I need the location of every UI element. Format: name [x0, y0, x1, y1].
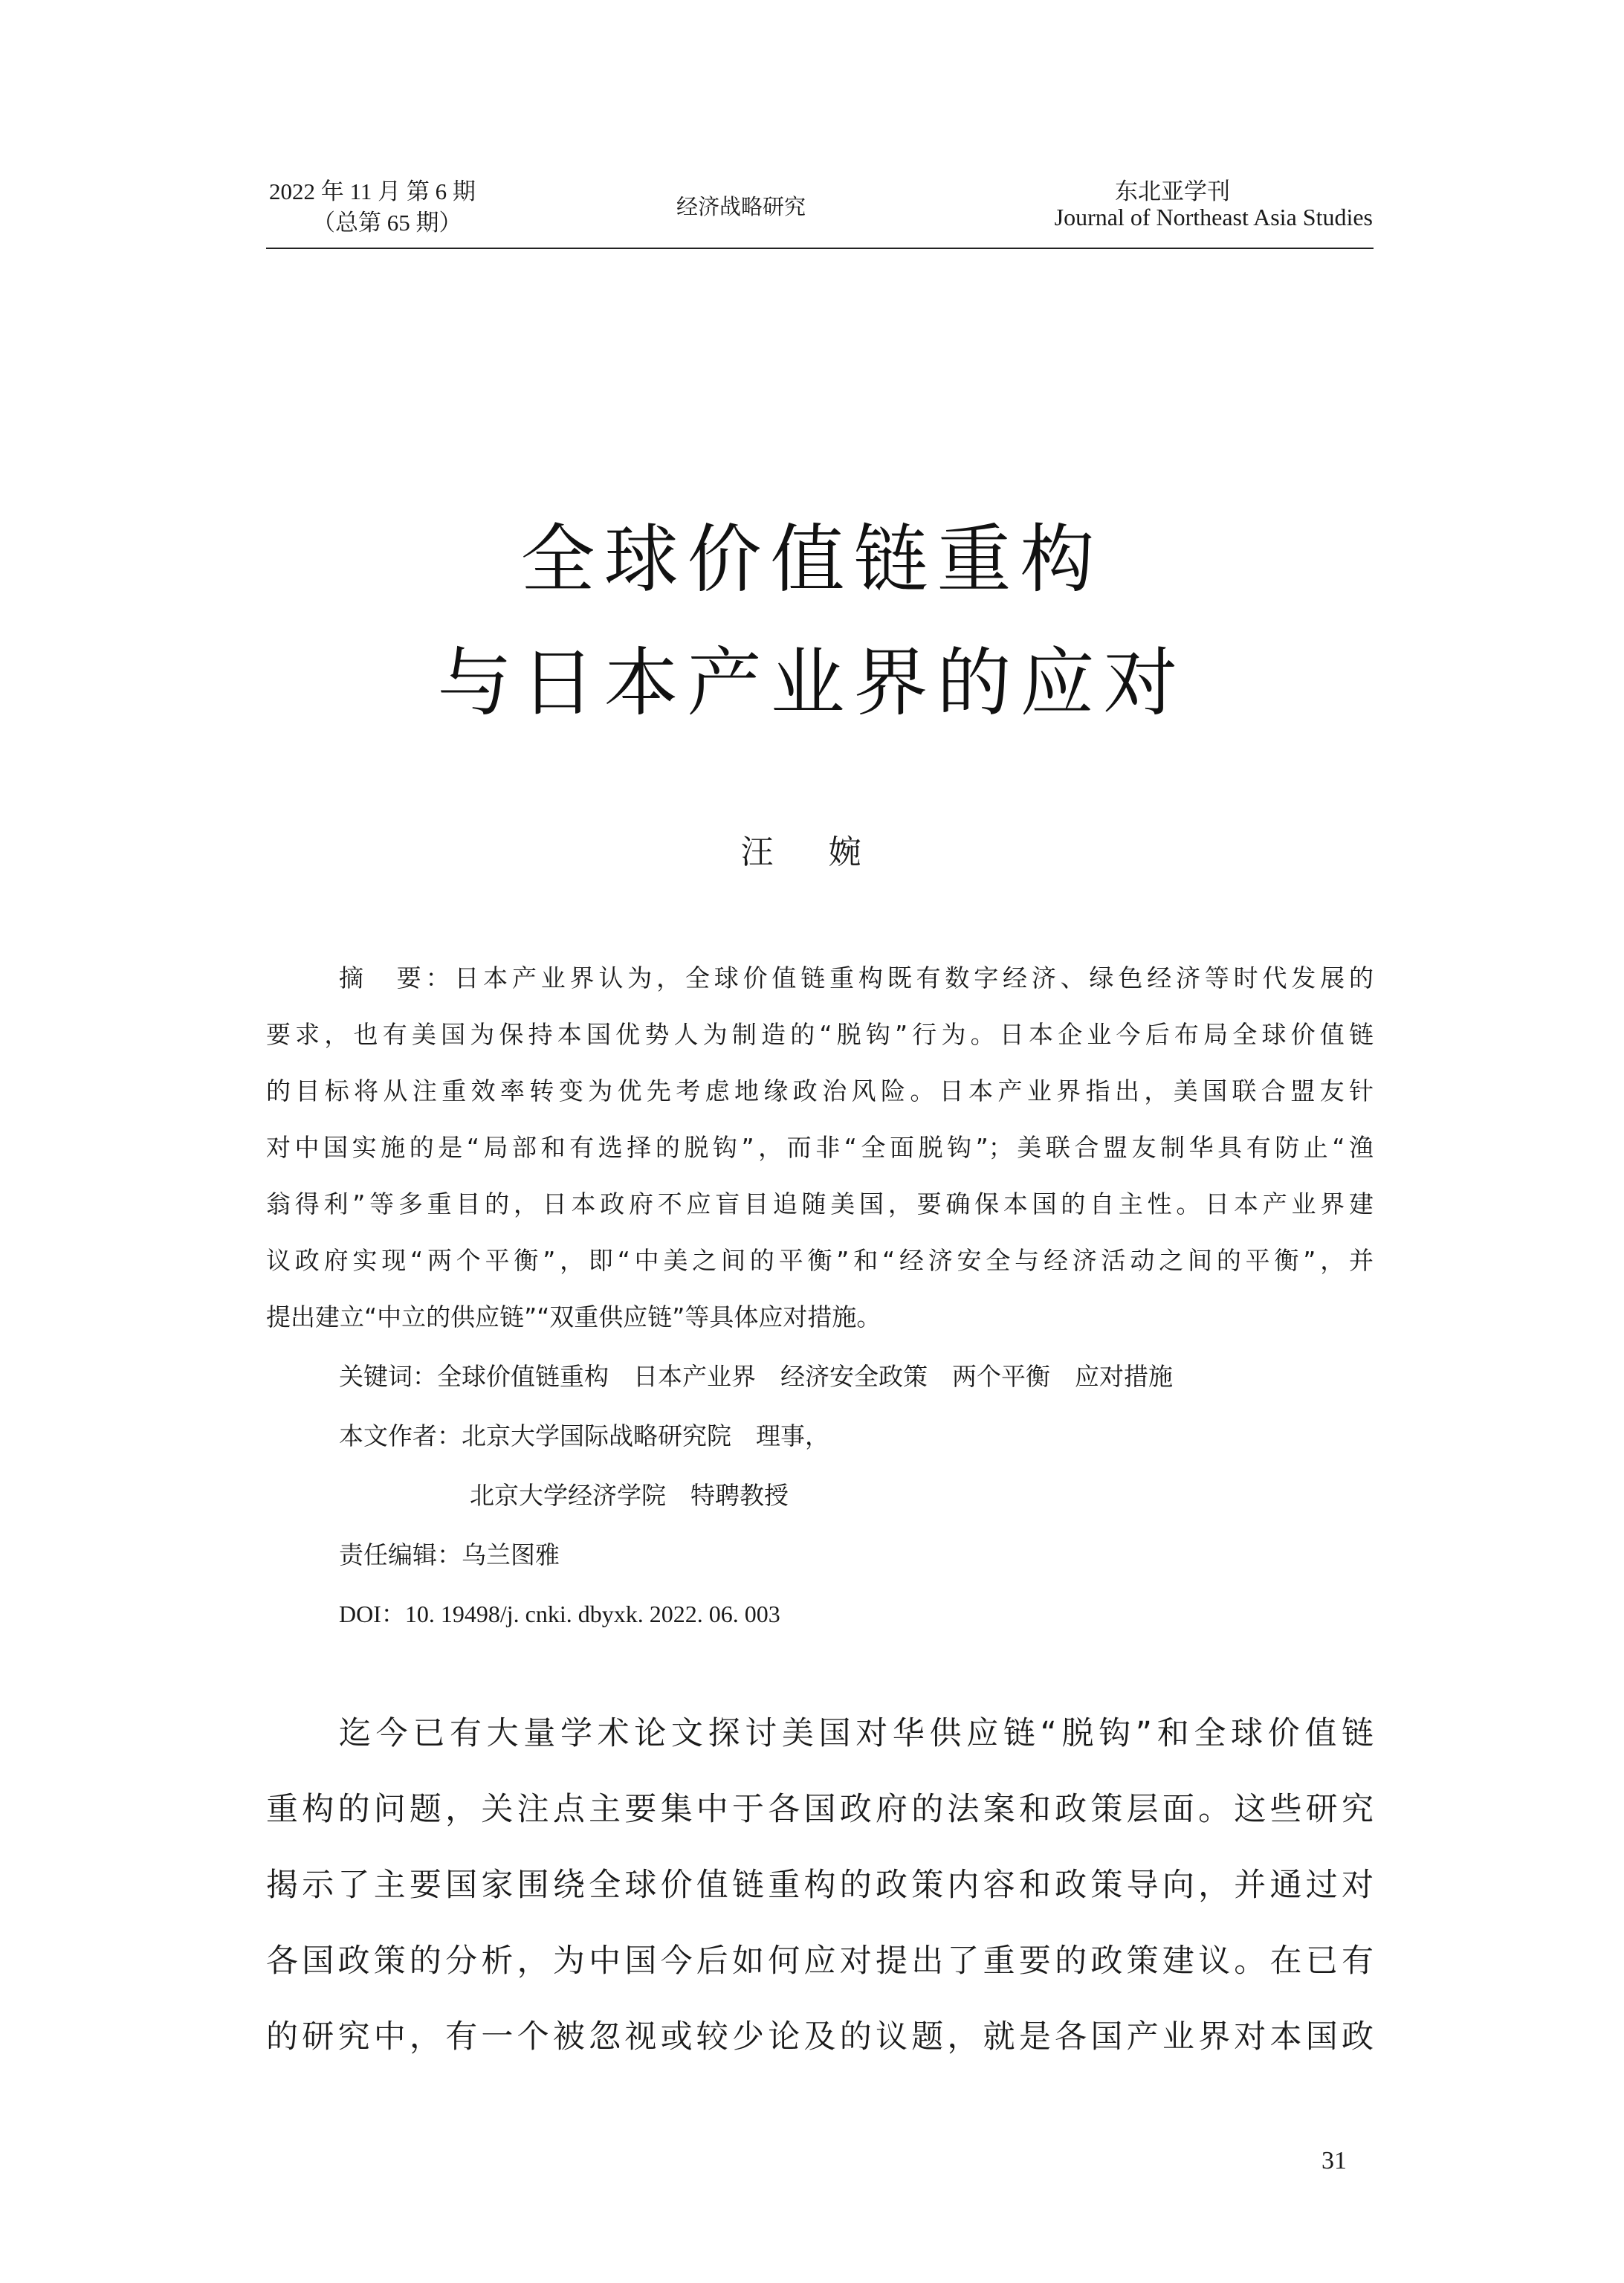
- header-rule: [266, 248, 1374, 249]
- abstract-line: 要求，也有美国为保持本国优势人为制造的“脱钩”行为。日本企业今后布局全球价值链: [266, 1020, 1374, 1049]
- journal-name-cn: 东北亚学刊: [1115, 178, 1230, 205]
- issue-total: （总第 65 期）: [312, 210, 462, 236]
- editor: 责任编辑：乌兰图雅: [339, 1540, 560, 1569]
- page-number: 31: [1321, 2147, 1347, 2174]
- author-name: 汪 婉: [740, 833, 884, 871]
- body-line: 迄今已有大量学术论文探讨美国对华供应链“脱钩”和全球价值链: [339, 1715, 1374, 1752]
- abstract-line: 议政府实现“两个平衡”，即“中美之间的平衡”和“经济安全与经济活动之间的平衡”，并: [266, 1246, 1374, 1275]
- body-line: 揭示了主要国家围绕全球价值链重构的政策内容和政策导向，并通过对: [266, 1867, 1374, 1904]
- abstract-line: 摘 要：日本产业界认为，全球价值链重构既有数字经济、绿色经济等时代发展的: [339, 963, 1374, 992]
- title-line-1: 全球价值链重构: [520, 516, 1104, 603]
- abstract-line: 翁得利”等多重目的，日本政府不应盲目追随美国，要确保本国的自主性。日本产业界建: [266, 1189, 1374, 1218]
- title-line-2: 与日本产业界的应对: [437, 639, 1187, 726]
- author-affiliation: 本文作者：北京大学国际战略研究院 理事，: [339, 1421, 829, 1450]
- keywords: 关键词：全球价值链重构 日本产业界 经济安全政策 两个平衡 应对措施: [339, 1362, 1173, 1391]
- doi: DOI：10. 19498/j. cnki. dbyxk. 2022. 06. 003: [339, 1601, 780, 1627]
- body-line: 各国政策的分析，为中国今后如何应对提出了重要的政策建议。在已有: [266, 1943, 1374, 1980]
- column-name: 经济战略研究: [676, 194, 806, 219]
- author-title: 北京大学经济学院 特聘教授: [470, 1481, 789, 1510]
- body-line: 的研究中，有一个被忽视或较少论及的议题，就是各国产业界对本国政: [266, 2018, 1374, 2056]
- issue-date: 2022 年 11 月 第 6 期: [269, 178, 476, 204]
- abstract-line: 提出建立“中立的供应链”“双重供应链”等具体应对措施。: [266, 1302, 881, 1331]
- abstract-line: 的目标将从注重效率转变为优先考虑地缘政治风险。日本产业界指出，美国联合盟友针: [266, 1076, 1374, 1105]
- body-line: 重构的问题，关注点主要集中于各国政府的法案和政策层面。这些研究: [266, 1791, 1374, 1828]
- abstract-line: 对中国实施的是“局部和有选择的脱钩”，而非“全面脱钩”；美联合盟友制华具有防止“渔: [266, 1133, 1374, 1162]
- journal-name-en: Journal of Northeast Asia Studies: [1054, 204, 1373, 230]
